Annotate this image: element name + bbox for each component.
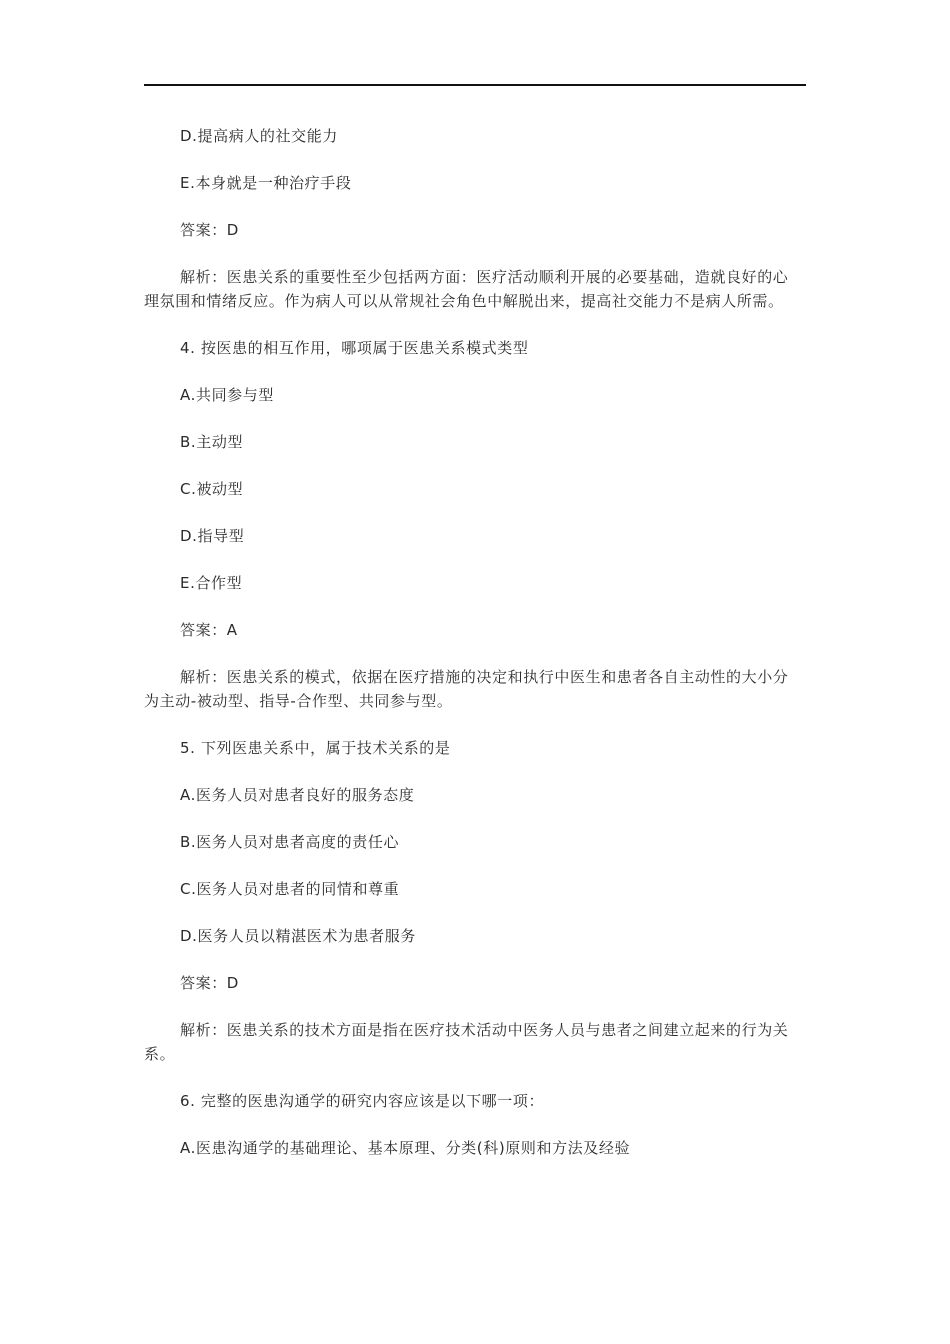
question-5: 5. 下列医患关系中，属于技术关系的是 [180, 739, 451, 757]
option-5b: B.医务人员对患者高度的责任心 [180, 833, 400, 851]
explanation-5: 解析：医患关系的技术方面是指在医疗技术活动中医务人员与患者之间建立起来的行为关系。 [144, 1021, 789, 1063]
answer-5: 答案：D [180, 974, 239, 992]
question-6: 6. 完整的医患沟通学的研究内容应该是以下哪一项： [180, 1092, 545, 1110]
option-3e: E.本身就是一种治疗手段 [180, 174, 352, 192]
answer-3: 答案：D [180, 221, 239, 239]
document-body [144, 124, 792, 1183]
option-4d: D.指导型 [180, 527, 245, 545]
option-4a: A.共同参与型 [180, 386, 274, 404]
option-5d: D.医务人员以精湛医术为患者服务 [180, 927, 416, 945]
option-4c: C.被动型 [180, 480, 244, 498]
question-4: 4. 按医患的相互作用，哪项属于医患关系模式类型 [180, 339, 529, 357]
option-5a: A.医务人员对患者良好的服务态度 [180, 786, 415, 804]
option-4b: B.主动型 [180, 433, 244, 451]
option-3d: D.提高病人的社交能力 [180, 127, 338, 145]
option-5c: C.医务人员对患者的同情和尊重 [180, 880, 400, 898]
option-4e: E.合作型 [180, 574, 243, 592]
answer-4: 答案：A [180, 621, 238, 639]
explanation-3: 解析：医患关系的重要性至少包括两方面：医疗活动顺利开展的必要基础，造就良好的心理氛围和情绪反应。作为病人可以从常规社会角色中解脱出来，提高社交能力不是病人所需。 [144, 268, 789, 310]
explanation-4: 解析：医患关系的模式，依据在医疗措施的决定和执行中医生和患者各自主动性的大小分为主动-被动型、指导-合作型、共同参与型。 [144, 668, 789, 710]
header-rule [144, 84, 806, 86]
option-6a: A.医患沟通学的基础理论、基本原理、分类(科)原则和方法及经验 [180, 1139, 631, 1157]
